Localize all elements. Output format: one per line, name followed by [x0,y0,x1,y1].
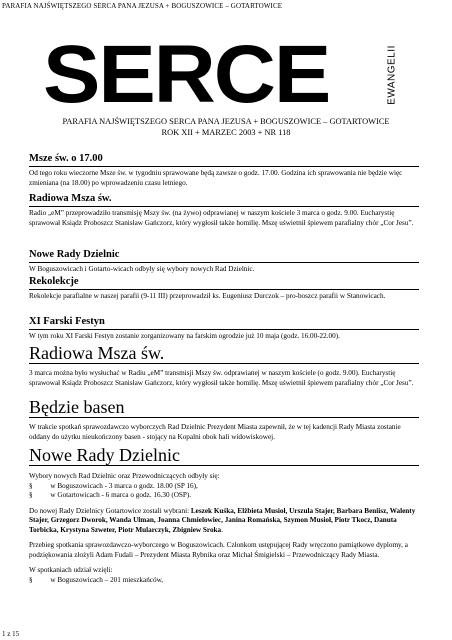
parish-name-line: PARAFIA NAJŚWIĘTSZEGO SERCA PANA JEZUSA + BOGUSZOWICE – GOTARTOWICE [62,117,390,126]
section-heading: Msze św. o 17.00 [29,153,419,167]
council-names: Leszek Kuśka, Elżbieta Musioł, Urszula Stajer, Barbara Beniisz, Walenty Stajer, Grzegorz Dworok, Wanda Ulman, Joanna Chmielowiec, Janina Romańska, Szymon Musioł, Piotr Tkocz, Danuta Torbicka, Krystyna Szweter, Piotr Mularczyk, Zbigniew Sroka [29,506,416,534]
ewangelii-side-text: EWANGELII [386,45,398,105]
elections-intro: Wybory nowych Rad Dzielnic oraz Przewodniczących odbyły się: [29,472,220,480]
participants-item [29,576,419,586]
section-bedzie-basen [29,397,419,442]
meeting-summary: Przebieg spotkania sprawozdawczo-wyborczego w Boguszowicach. Członkom ustępującej Rady wręczono pamiątkowe dyplomy, a podziękowania złożyli Adam Fudali – Prezydent Miasta Rybnika oraz Michał Śmigielski – Przewodniczący Rady Miasta. [29,541,408,559]
participants-intro: W spotkaniach udział wzięli: [29,566,113,574]
masthead-logo [43,29,413,120]
section-heading: Nowe Rady Dzielnic [29,445,419,466]
section-body: Rekolekcje parafialne w naszej parafii (9-11 III) przeprowadził ks. Eugeniusz Durczok – pro-boszcz parafii w Stanowicach. [29,292,386,300]
section-body: Radio „eM” przeprowadziło transmisję Mszy św. (na żywo) odprawianej w naszym kościele 3 marca o godz. 9.00. Eucharystię sprawował Ksiądz Proboszcz Stanisław Gańczorz, który wygłosił także homilię. Mszę uświetnił śpiewem parafialny chór „Cor Jesu”. [29,209,414,227]
bullet: § [29,491,33,499]
elections-item [29,491,419,501]
issue-line: ROK XII + MARZEC 2003 + NR 118 [161,127,291,137]
section-nowe-rady-dzielnic [29,445,419,585]
section-heading: Nowe Rady Dzielnic [29,249,419,263]
serce-logo: SERCE [43,29,330,120]
item-text: w Gotartowicach - 6 marca o godz. 16.30 (OSP). [50,491,192,499]
page-number: 1 z 15 [2,630,20,638]
section-heading: Radiowa Msza św. [29,193,419,207]
item-text: w Boguszowicach - 3 marca o godz. 18.00 (SP 16), [50,481,198,490]
section-rekolekcje [29,276,419,302]
running-header: PARAFIA NAJŚWIĘTSZEGO SERCA PANA JEZUSA + BOGUSZOWICE – GOTARTOWICE [2,2,283,10]
item-text: w Boguszowicach – 201 mieszkańców, [50,575,164,584]
section-radiowa-msza [29,193,419,228]
parish-info [0,117,452,138]
section-body: W trakcie spotkań sprawozdawczo wyborczych Rad Dzielnic Prezydent Miasta zapewnił, że w tej kadencji Rady Miasta zostanie oddany do użytku nieukończony basen - stojący na Kopalni obok hali widowiskowej. [29,423,401,441]
council-members [29,507,419,536]
section-body: W tym roku XI Farski Festyn zostanie zorganizowany na farskim ogrodzie już 10 maja (godz. 16.00-22.00). [29,332,340,340]
bullet: § [29,481,33,490]
section-nowe-rady [29,249,419,275]
section-msze [29,153,419,188]
section-heading: Radiowa Msza św. [29,343,419,364]
section-body: 3 marca można było wysłuchać w Radiu „eM” transmisji Mszy św. odprawianej w naszym kościele (o godz. 9.00). Eucharystię sprawował Ksiądz Proboszcz Stanisław Gańczorz, który wygłosił także homilię. Mszę uświetnił śpiewem parafialny chór „Cor Jesu”. [29,369,414,387]
section-heading: Rekolekcje [29,276,419,290]
bullet: § [29,575,33,584]
council-end: . [221,525,223,534]
section-heading: XI Farski Festyn [29,316,419,330]
council-lead: Do nowej Rady Dzielnicy Gotartowice zostali wybrani: [29,506,191,515]
section-farski-festyn [29,316,419,342]
section-body: W Boguszowicach i Gotarto-wicach odbyły się wybory nowych Rad Dzielnic. [29,265,255,273]
section-heading: Będzie basen [29,397,419,418]
section-body: Od tego roku wieczorne Msze św. w tygodniu sprawowane będą zawsze o godz. 17.00. Godzina ich sprawowania nie będzie więc zmieniana (na 18.00) po wprowadzeniu czasu letniego. [29,169,403,187]
section-radiowa-msza-2 [29,343,419,388]
elections-item [29,482,419,492]
